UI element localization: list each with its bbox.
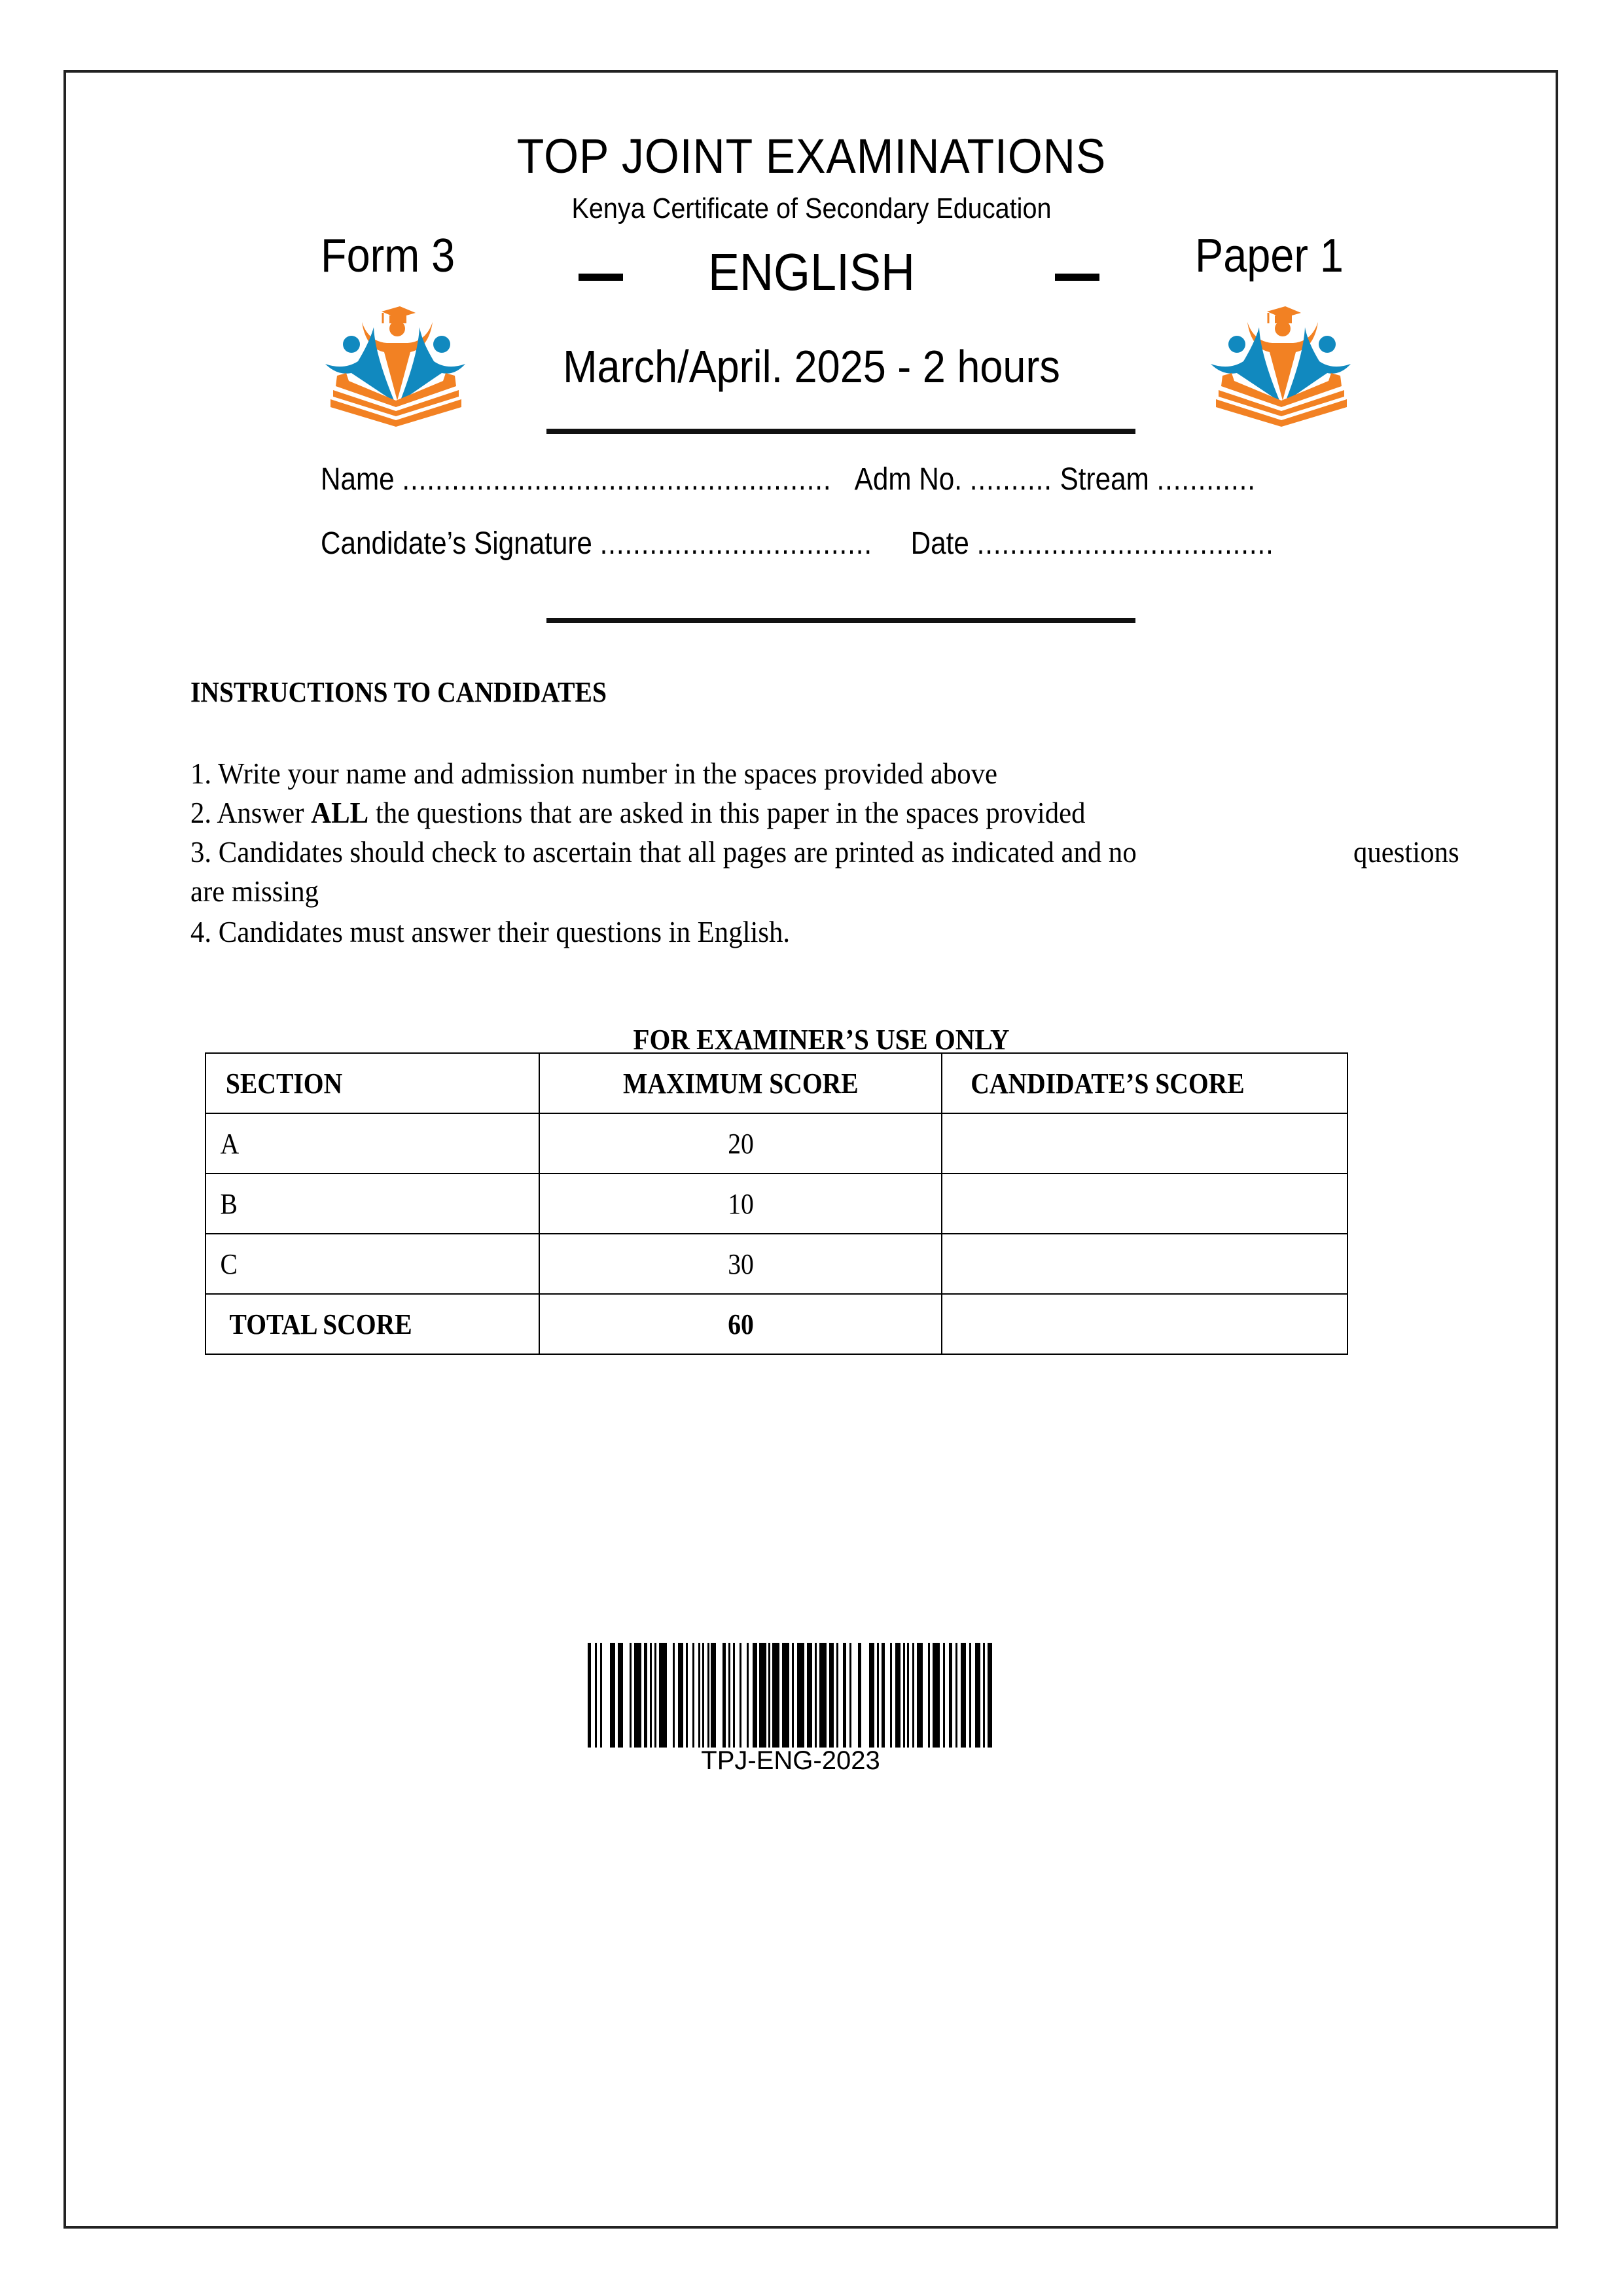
paper-label: Paper 1 (1195, 230, 1344, 282)
instruction-text: 2. Answer (190, 796, 312, 829)
total-candidate-score-cell[interactable] (942, 1294, 1347, 1354)
date-label: Date (910, 526, 969, 561)
form-label: Form 3 (321, 230, 455, 282)
instruction-item: 1. Write your name and admission number in the spaces provided above (190, 757, 998, 790)
dash-right (1055, 274, 1099, 281)
exam-date: March/April. 2025 - 2 hours (563, 341, 1060, 392)
signature-label: Candidate’s Signature (321, 526, 592, 561)
subject-title: ENGLISH (707, 243, 916, 301)
column-header-maximum-score: MAXIMUM SCORE (539, 1053, 942, 1113)
table-row (205, 1234, 1347, 1294)
barcode-label: TPJ-ENG-2023 (701, 1746, 880, 1775)
candidate-fields-row-2 (321, 526, 1274, 562)
stream-label: Stream (1060, 462, 1149, 497)
header-divider (546, 429, 1135, 434)
org-subtitle: Kenya Certificate of Secondary Education (571, 192, 1052, 224)
instruction-item: 3. Candidates should check to ascertain that all pages are printed as indicated and no (190, 835, 1137, 869)
section-cell: B (205, 1174, 539, 1234)
instruction-item (190, 795, 1086, 830)
instruction-item-continuation: are missing (190, 874, 319, 908)
table-row (205, 1174, 1347, 1234)
candidate-score-cell[interactable] (942, 1234, 1347, 1294)
table-total-row (205, 1294, 1347, 1354)
instruction-text: the questions that are asked in this paper in the spaces provided (368, 796, 1086, 829)
total-max-score-cell: 60 (539, 1294, 942, 1354)
candidate-fields-row-1 (321, 461, 1256, 497)
adm-no-label: Adm No. (854, 462, 962, 497)
barcode-icon (588, 1643, 993, 1748)
stream-field[interactable]: ............ (1156, 462, 1256, 497)
instruction-emphasis: ALL (311, 796, 369, 829)
column-header-candidate-score: CANDIDATE’S SCORE (942, 1053, 1347, 1113)
examiner-heading: FOR EXAMINER’S USE ONLY (633, 1024, 1010, 1056)
candidate-score-cell[interactable] (942, 1113, 1347, 1174)
org-title: TOP JOINT EXAMINATIONS (516, 129, 1107, 183)
examiner-score-table (205, 1052, 1348, 1355)
name-label: Name (321, 462, 395, 497)
max-score-cell: 20 (539, 1113, 942, 1174)
adm-no-field[interactable]: .......... (969, 462, 1052, 497)
signature-field[interactable]: ................................. (599, 526, 872, 561)
section-cell: A (205, 1113, 539, 1174)
instruction-item: 4. Candidates must answer their questions in English. (190, 915, 791, 948)
date-field[interactable]: .................................... (976, 526, 1274, 561)
table-row (205, 1113, 1347, 1174)
name-field[interactable]: .................................................... (402, 462, 832, 497)
candidate-score-cell[interactable] (942, 1174, 1347, 1234)
max-score-cell: 10 (539, 1174, 942, 1234)
column-header-section: SECTION (205, 1053, 539, 1113)
instructions-heading: INSTRUCTIONS TO CANDIDATES (190, 676, 607, 708)
total-label-cell: TOTAL SCORE (205, 1294, 539, 1354)
section-cell: C (205, 1234, 539, 1294)
table-header-row (205, 1053, 1347, 1113)
instruction-item-tail: questions (1353, 835, 1459, 869)
fields-divider (546, 618, 1135, 623)
max-score-cell: 30 (539, 1234, 942, 1294)
